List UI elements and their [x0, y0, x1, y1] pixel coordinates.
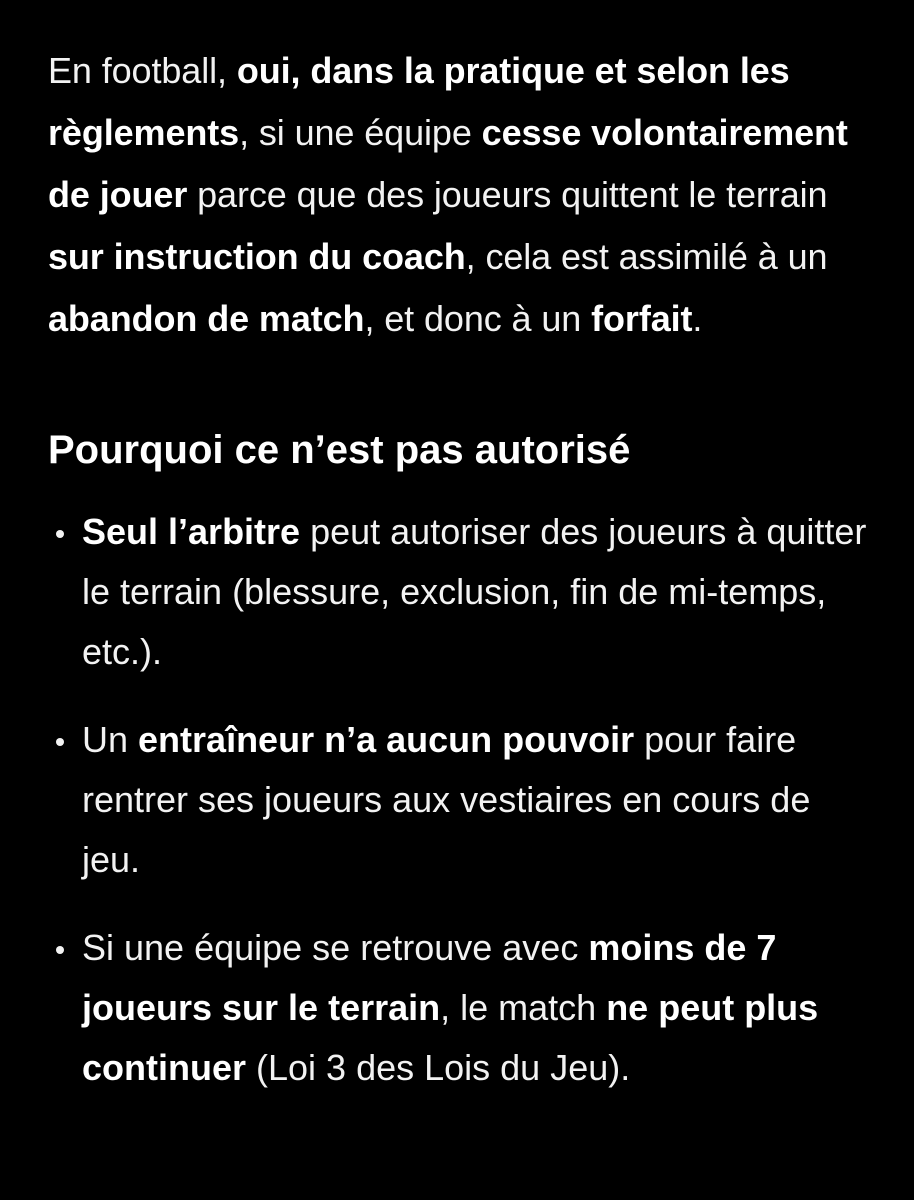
bullet-bold-text: ne peut plus continuer [82, 987, 819, 1088]
intro-text: . [692, 298, 703, 339]
bullet-plain-text: peut autoriser des joueurs à quitter le terrain (blessure, exclusion, fin de mi-temps, etc.). [82, 511, 867, 672]
bullet-plain-text: pour faire rentrer ses joueurs aux vestiaires en cours de jeu. [82, 719, 811, 880]
intro-bold-text: sur instruction du coach [48, 236, 466, 277]
intro-text: En football, [48, 50, 237, 91]
intro-bold-text: forfait [591, 298, 693, 339]
bullet-bold-text: Seul l’arbitre [82, 511, 301, 552]
intro-bold-text: cesse volontairement de jouer [48, 112, 848, 215]
bullet-plain-text: , le match [440, 987, 607, 1028]
bullet-plain-text: (Loi 3 des Lois du Jeu). [246, 1047, 631, 1088]
intro-bold-text: abandon de match [48, 298, 365, 339]
bullet-text [82, 710, 874, 890]
list-item [48, 918, 874, 1098]
intro-text: , et donc à un [364, 298, 592, 339]
intro-bold-text: oui, dans la pratique et selon les règlements [48, 50, 790, 153]
bullet-text [82, 502, 874, 682]
bullet-bold-text: entraîneur n’a aucun pouvoir [138, 719, 635, 760]
intro-text: , cela est assimilé à un [465, 236, 828, 277]
bullet-list [48, 502, 874, 1098]
bullet-text [82, 918, 874, 1098]
section-heading: Pourquoi ce n’est pas autorisé [48, 428, 631, 472]
bullet-dot-icon [56, 738, 64, 746]
bullet-dot-icon [56, 946, 64, 954]
list-item [48, 710, 874, 890]
bullet-plain-text: Si une équipe se retrouve avec [82, 927, 589, 968]
list-item [48, 502, 874, 682]
intro-paragraph [48, 40, 874, 350]
intro-text: parce que des joueurs quittent le terrain [187, 174, 828, 215]
bullet-dot-icon [56, 530, 64, 538]
bullet-bold-text: moins de 7 joueurs sur le terrain [82, 927, 777, 1028]
intro-text: , si une équipe [239, 112, 482, 153]
bullet-plain-text: Un [82, 719, 139, 760]
